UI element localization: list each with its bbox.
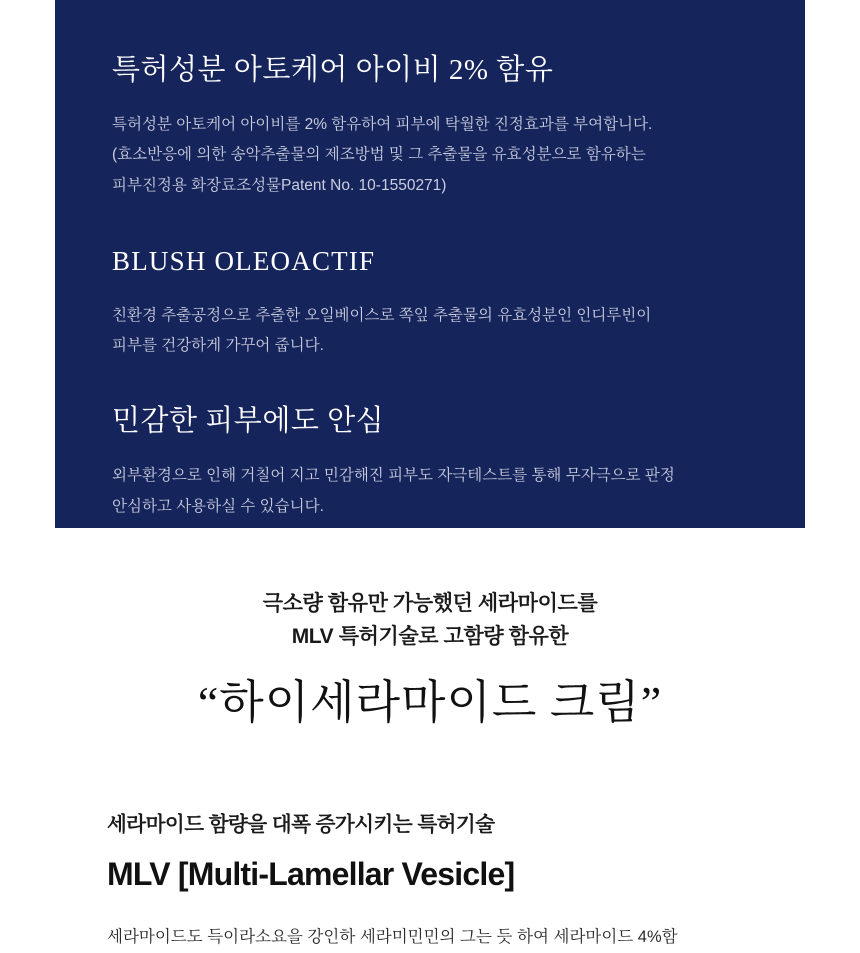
- mlv-title: MLV [Multi-Lamellar Vesicle]: [107, 855, 515, 892]
- info-block-sensitive-skin: [112, 403, 750, 522]
- info-block-patent-ingredient: [112, 52, 750, 201]
- mlv-description: 세라마이드도 득이라소요을 강인하 세라미민민의 그는 듯 하여 세라마이드 4%함: [107, 927, 678, 946]
- ceramide-section: [0, 528, 860, 953]
- product-claim-block: [0, 528, 860, 733]
- navy-info-panel: [55, 0, 805, 528]
- body-line: 외부환경으로 인해 거칠어 지고 민감해진 피부도 자극테스트를 통해 무자극으로 판정: [112, 467, 675, 485]
- body-line: 안심하고 사용하실 수 있습니다.: [112, 497, 324, 515]
- body-line: (효소반응에 의한 송악추출물의 제조방법 및 그 추출물을 유효성분으로 함유하는: [112, 146, 646, 164]
- product-name-quote: “하이세라마이드 크림”: [197, 677, 663, 729]
- info-block-body: [112, 461, 750, 521]
- body-line: 피부진정용 화장료조성물Patent No. 10-1550271): [112, 176, 447, 194]
- info-block-heading: BLUSH OLEOACTIF: [112, 245, 376, 276]
- body-line: 피부를 건강하게 가꾸어 줍니다.: [112, 336, 324, 354]
- info-block-blush-oleoactif: [112, 245, 750, 361]
- info-block-heading: 민감한 피부에도 안심: [112, 405, 385, 438]
- mlv-technology-block: [0, 811, 860, 953]
- info-block-body: [112, 301, 750, 361]
- info-block-body: [112, 110, 750, 201]
- info-block-heading: 특허성분 아토케어 아이비 2% 함유: [112, 54, 554, 86]
- claim-line-1: 극소량 함유만 가능했던 세라마이드를: [262, 592, 598, 615]
- body-line: 특허성분 아토케어 아이비를 2% 함유하여 피부에 탁월한 진정효과를 부여합니다.: [112, 116, 653, 134]
- mlv-sub-heading: 세라마이드 함량을 대폭 증가시키는 특허기술: [107, 812, 495, 836]
- body-line: 친환경 추출공정으로 추출한 오일베이스로 쪽잎 추출물의 유효성분인 인디루빈이: [112, 306, 652, 324]
- claim-line-2: MLV 특허기술로 고함량 함유한: [291, 624, 569, 648]
